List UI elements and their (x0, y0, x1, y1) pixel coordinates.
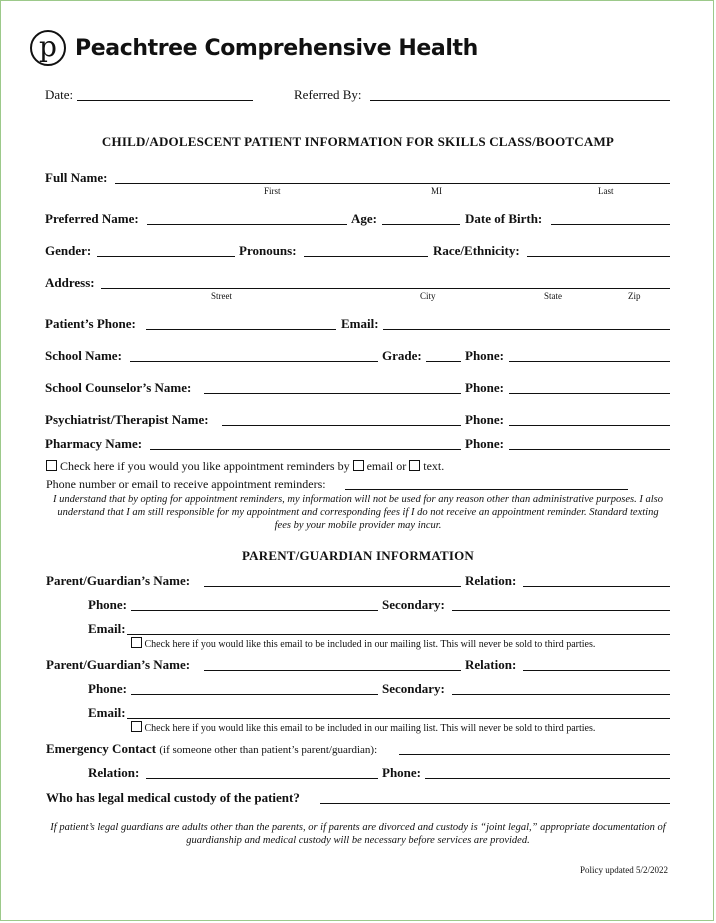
sub-state: State (544, 291, 562, 301)
school-phone-label: Phone: (465, 348, 504, 363)
address-label: Address: (45, 275, 95, 290)
guardian1-email-label: Email: (88, 621, 126, 636)
footer-note: If patient’s legal guardians are adults other than the parents, or if parents are divorced and custody is “joint legal,” appropriate documentation of guardianship and medical custody will be necessary before services are provided. (50, 822, 666, 846)
reminder-contact-label: Phone number or email to receive appointment reminders: (46, 477, 326, 491)
psych-phone-field[interactable] (509, 425, 670, 426)
reminder-email-checkbox[interactable] (353, 460, 364, 471)
reminders-checkbox[interactable] (46, 460, 57, 471)
counselor-field[interactable] (204, 393, 461, 394)
pronouns-label: Pronouns: (239, 243, 297, 258)
psych-field[interactable] (222, 425, 461, 426)
school-name-label: School Name: (45, 348, 122, 363)
guardian1-email-field[interactable] (127, 634, 670, 635)
race-label: Race/Ethnicity: (433, 243, 520, 258)
emergency-contact-field[interactable] (399, 754, 670, 755)
patient-email-label: Email: (341, 316, 379, 331)
school-name-field[interactable] (130, 361, 378, 362)
guardian1-mailing-row (131, 637, 595, 650)
grade-label: Grade: (382, 348, 422, 363)
guardian-title: PARENT/GUARDIAN INFORMATION (241, 548, 475, 563)
psych-phone-label: Phone: (465, 412, 504, 427)
sub-last: Last (598, 186, 614, 196)
logo-mark: p (30, 30, 66, 66)
guardian2-relation-field[interactable] (523, 670, 670, 671)
custody-field[interactable] (320, 803, 670, 804)
guardian2-phone-field[interactable] (131, 694, 378, 695)
emergency-phone-field[interactable] (425, 778, 670, 779)
emergency-label-row (46, 741, 377, 757)
emergency-paren: (if someone other than patient’s parent/guardian): (159, 744, 378, 756)
school-phone-field[interactable] (509, 361, 670, 362)
guardian2-email-label: Email: (88, 705, 126, 720)
pharmacy-label: Pharmacy Name: (45, 436, 143, 451)
pharmacy-field[interactable] (150, 449, 461, 450)
referred-by-field[interactable] (370, 100, 670, 101)
sub-city: City (420, 291, 436, 301)
gender-field[interactable] (97, 256, 235, 257)
emergency-label: Emergency Contact (46, 741, 157, 756)
form-title: CHILD/ADOLESCENT PATIENT INFORMATION FOR SKILLS CLASS/BOOTCAMP (101, 134, 615, 149)
reminders-row (46, 459, 444, 474)
preferred-name-label: Preferred Name: (45, 211, 139, 226)
reminder-contact-field[interactable] (345, 489, 628, 490)
emergency-relation-field[interactable] (146, 778, 378, 779)
guardian1-name-label: Parent/Guardian’s Name: (46, 573, 191, 588)
gender-label: Gender: (45, 243, 92, 258)
reminder-email-text: email or (366, 459, 407, 473)
date-field[interactable] (77, 100, 253, 101)
custody-label: Who has legal medical custody of the patient? (46, 790, 300, 805)
pharmacy-phone-field[interactable] (509, 449, 670, 450)
guardian1-mailing-checkbox[interactable] (131, 637, 142, 648)
guardian1-secondary-label: Secondary: (382, 597, 445, 612)
date-label: Date: (45, 87, 74, 102)
reminders-check-text: Check here if you would you like appointment reminders by (60, 459, 350, 473)
address-field[interactable] (101, 288, 670, 289)
guardian1-phone-field[interactable] (131, 610, 378, 611)
guardian1-mailing-text: Check here if you would like this email to be included in our mailing list. This will never be sold to third parties. (144, 639, 596, 650)
dob-label: Date of Birth: (465, 211, 543, 226)
age-label: Age: (351, 211, 377, 226)
guardian2-secondary-field[interactable] (452, 694, 670, 695)
policy-date: Policy updated 5/2/2022 (580, 865, 668, 875)
pharmacy-phone-label: Phone: (465, 436, 504, 451)
guardian1-secondary-field[interactable] (452, 610, 670, 611)
guardian2-mailing-row (131, 721, 595, 734)
patient-phone-field[interactable] (146, 329, 336, 330)
emergency-relation-label: Relation: (88, 765, 140, 780)
patient-email-field[interactable] (383, 329, 670, 330)
guardian2-mailing-checkbox[interactable] (131, 721, 142, 732)
guardian2-phone-label: Phone: (88, 681, 127, 696)
guardian1-relation-field[interactable] (523, 586, 670, 587)
grade-field[interactable] (426, 361, 461, 362)
psych-label: Psychiatrist/Therapist Name: (45, 412, 209, 427)
reminder-text-checkbox[interactable] (409, 460, 420, 471)
emergency-phone-label: Phone: (382, 765, 421, 780)
guardian2-email-field[interactable] (127, 718, 670, 719)
reminder-text-text: text. (423, 459, 445, 473)
guardian2-name-label: Parent/Guardian’s Name: (46, 657, 191, 672)
full-name-label: Full Name: (45, 170, 108, 185)
reminders-disclaimer: I understand that by opting for appointment reminders, my information will not be used for any reason other than administrative purposes. I also understand that I am still responsible for my appointment and corresponding fees if I do not receive an appointment reminder. Standard texting fees by your mobile provider may incur. (53, 494, 663, 531)
age-field[interactable] (382, 224, 460, 225)
guardian2-secondary-label: Secondary: (382, 681, 445, 696)
race-field[interactable] (527, 256, 670, 257)
patient-phone-label: Patient’s Phone: (45, 316, 136, 331)
referred-by-label: Referred By: (294, 87, 362, 102)
sub-first: First (264, 186, 281, 196)
counselor-phone-label: Phone: (465, 380, 504, 395)
sub-mi: MI (431, 186, 442, 196)
counselor-label: School Counselor’s Name: (45, 380, 192, 395)
guardian1-relation-label: Relation: (465, 573, 517, 588)
guardian2-relation-label: Relation: (465, 657, 517, 672)
guardian1-name-field[interactable] (204, 586, 461, 587)
full-name-field[interactable] (115, 183, 670, 184)
sub-street: Street (211, 291, 232, 301)
pronouns-field[interactable] (304, 256, 428, 257)
guardian2-mailing-text: Check here if you would like this email to be included in our mailing list. This will never be sold to third parties. (144, 723, 596, 734)
guardian2-name-field[interactable] (204, 670, 461, 671)
brand-name: Peachtree Comprehensive Health (75, 36, 478, 61)
preferred-name-field[interactable] (147, 224, 347, 225)
guardian1-phone-label: Phone: (88, 597, 127, 612)
dob-field[interactable] (551, 224, 670, 225)
counselor-phone-field[interactable] (509, 393, 670, 394)
sub-zip: Zip (628, 291, 641, 301)
